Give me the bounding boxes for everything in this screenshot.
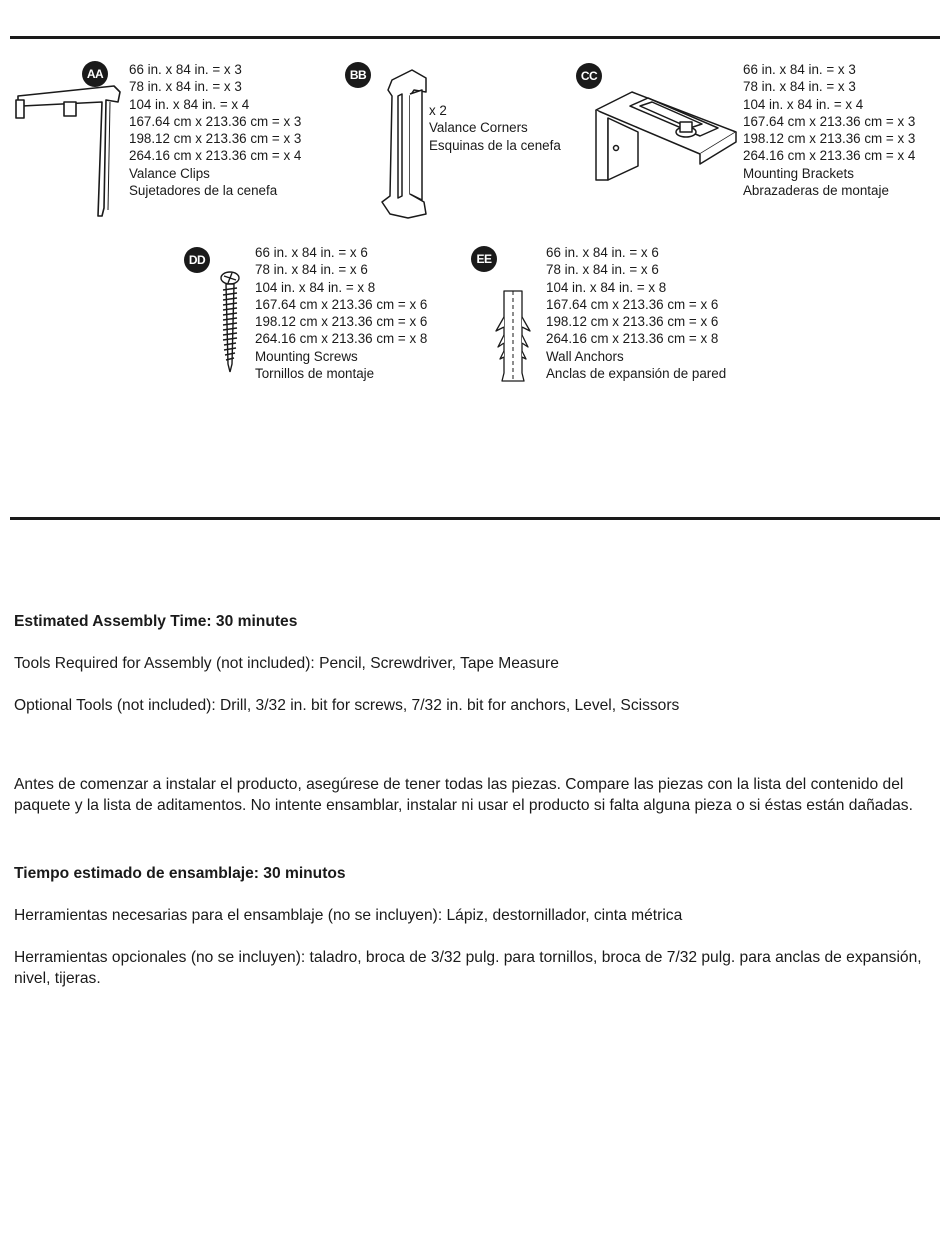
optional-tools-es: Herramientas opcionales (no se incluyen): taladro, broca de 3/32 pulg. para tornillos, broca de 7/32 pulg. para anclas de expansión, nivel, tijeras. bbox=[14, 949, 922, 987]
intro-es: Antes de comenzar a instalar el producto, asegúrese de tener todas las piezas. Compare las piezas con la lista del contenido del paquete y la lista de aditamentos. No intente ensamblar, instalar ni usar el producto si falta alguna pieza o si éstas están dañadas. bbox=[14, 776, 913, 814]
middle-divider bbox=[10, 517, 940, 520]
part-spec-bb: x 2 Valance Corners Esquinas de la cenefa bbox=[429, 103, 561, 153]
mounting-screw-icon bbox=[214, 270, 244, 376]
mounting-bracket-icon bbox=[590, 88, 740, 184]
assembly-time-es: Tiempo estimado de ensamblaje: 30 minutos bbox=[14, 865, 346, 882]
optional-tools-en: Optional Tools (not included): Drill, 3/32 in. bit for screws, 7/32 in. bit for anchors, Level, Scissors bbox=[14, 697, 680, 714]
part-spec-aa: 66 in. x 84 in. = x 3 78 in. x 84 in. = x 3 104 in. x 84 in. = x 4 167.64 cm x 213.36 cm = x 3 198.12 cm x 213.36 cm = x 3 264.16 cm x 213.36 cm = x 4 Valance Clips Sujetadores de la cenefa bbox=[129, 62, 302, 199]
part-badge-cc: CC bbox=[576, 63, 602, 89]
valance-corner-icon bbox=[378, 68, 430, 222]
part-badge-aa: AA bbox=[82, 61, 108, 87]
part-spec-dd: 66 in. x 84 in. = x 6 78 in. x 84 in. = x 6 104 in. x 84 in. = x 8 167.64 cm x 213.36 cm = x 6 198.12 cm x 213.36 cm = x 6 264.16 cm x 213.36 cm = x 8 Mounting Screws Tornillos de montaje bbox=[255, 245, 428, 382]
part-badge-dd: DD bbox=[184, 247, 210, 273]
assembly-time-en: Estimated Assembly Time: 30 minutes bbox=[14, 613, 298, 630]
part-spec-cc: 66 in. x 84 in. = x 3 78 in. x 84 in. = x 3 104 in. x 84 in. = x 4 167.64 cm x 213.36 cm = x 3 198.12 cm x 213.36 cm = x 3 264.16 cm x 213.36 cm = x 4 Mounting Brackets Abrazaderas de montaje bbox=[743, 62, 916, 199]
valance-clip-icon bbox=[14, 82, 124, 220]
wall-anchor-icon bbox=[494, 287, 534, 385]
top-divider bbox=[10, 36, 940, 39]
part-badge-ee: EE bbox=[471, 246, 497, 272]
part-badge-bb: BB bbox=[345, 62, 371, 88]
tools-required-en: Tools Required for Assembly (not included): Pencil, Screwdriver, Tape Measure bbox=[14, 655, 559, 672]
part-spec-ee: 66 in. x 84 in. = x 6 78 in. x 84 in. = x 6 104 in. x 84 in. = x 8 167.64 cm x 213.36 cm = x 6 198.12 cm x 213.36 cm = x 6 264.16 cm x 213.36 cm = x 8 Wall Anchors Anclas de expansión de pared bbox=[546, 245, 727, 382]
tools-required-es: Herramientas necesarias para el ensamblaje (no se incluyen): Lápiz, destornillador, cinta métrica bbox=[14, 907, 683, 924]
